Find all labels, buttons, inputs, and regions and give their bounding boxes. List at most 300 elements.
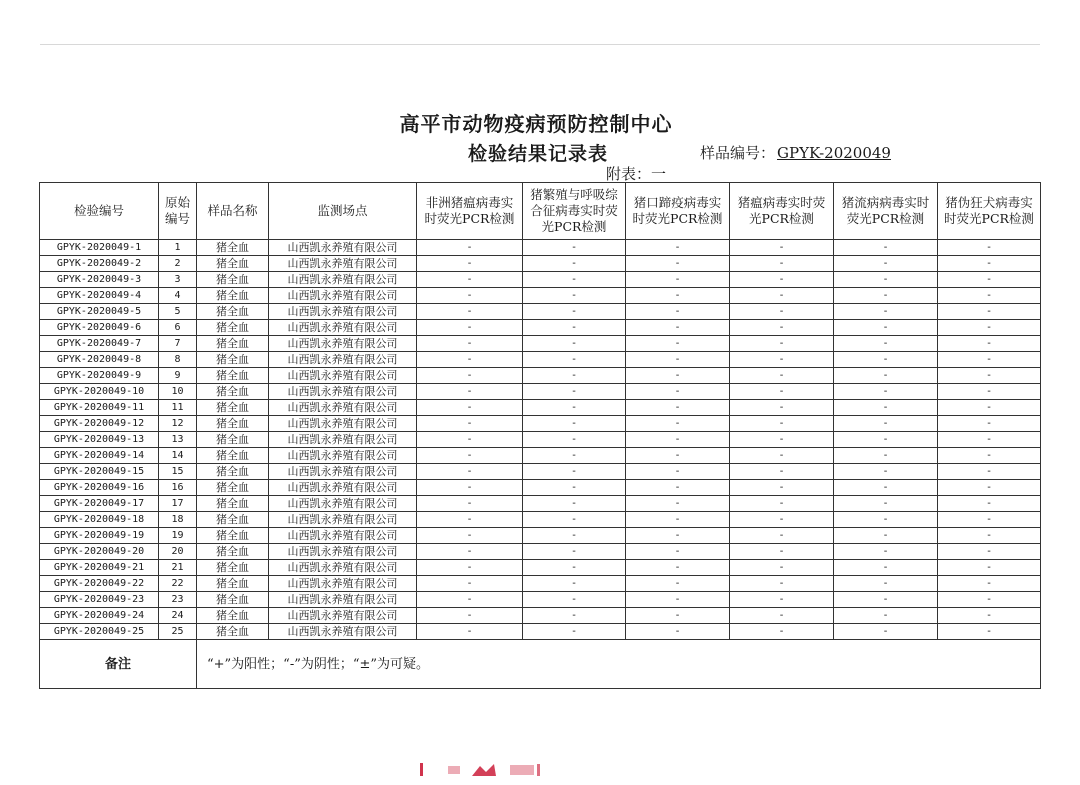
appendix-value: 一	[651, 165, 667, 183]
sample-name-cell: 猪全血	[197, 288, 269, 304]
site-cell: 山西凯永养殖有限公司	[269, 320, 417, 336]
site-cell: 山西凯永养殖有限公司	[269, 608, 417, 624]
table-row	[40, 544, 1041, 560]
flu-result-cell: -	[834, 240, 938, 256]
sample-id-cell: GPYK-2020049-22	[40, 576, 159, 592]
sample-name-cell: 猪全血	[197, 512, 269, 528]
csf-result-cell: -	[730, 352, 834, 368]
prv-result-cell: -	[938, 528, 1041, 544]
prv-result-cell: -	[938, 384, 1041, 400]
prrs-result-cell: -	[523, 304, 626, 320]
prv-result-cell: -	[938, 560, 1041, 576]
sample-id-cell: GPYK-2020049-11	[40, 400, 159, 416]
sample-id-cell: GPYK-2020049-23	[40, 592, 159, 608]
table-row	[40, 288, 1041, 304]
fmd-result-cell: -	[626, 480, 730, 496]
prv-result-cell: -	[938, 240, 1041, 256]
original-no-cell: 18	[159, 512, 197, 528]
fmd-result-cell: -	[626, 256, 730, 272]
original-no-cell: 10	[159, 384, 197, 400]
sample-id-cell: GPYK-2020049-2	[40, 256, 159, 272]
table-row	[40, 304, 1041, 320]
flu-result-cell: -	[834, 416, 938, 432]
original-no-cell: 20	[159, 544, 197, 560]
site-cell: 山西凯永养殖有限公司	[269, 448, 417, 464]
csf-result-cell: -	[730, 624, 834, 640]
prv-result-cell: -	[938, 624, 1041, 640]
flu-result-cell: -	[834, 432, 938, 448]
prrs-result-cell: -	[523, 512, 626, 528]
sample-name-cell: 猪全血	[197, 464, 269, 480]
table-row	[40, 368, 1041, 384]
csf-result-cell: -	[730, 560, 834, 576]
site-cell: 山西凯永养殖有限公司	[269, 560, 417, 576]
original-no-cell: 16	[159, 480, 197, 496]
flu-result-cell: -	[834, 464, 938, 480]
flu-result-cell: -	[834, 304, 938, 320]
prrs-result-cell: -	[523, 432, 626, 448]
table-row	[40, 320, 1041, 336]
original-no-cell: 15	[159, 464, 197, 480]
site-cell: 山西凯永养殖有限公司	[269, 416, 417, 432]
flu-result-cell: -	[834, 496, 938, 512]
site-cell: 山西凯永养殖有限公司	[269, 304, 417, 320]
column-header: 猪流病病毒实时荧光PCR检测	[834, 183, 938, 240]
prrs-result-cell: -	[523, 544, 626, 560]
sample-id-cell: GPYK-2020049-14	[40, 448, 159, 464]
fmd-result-cell: -	[626, 272, 730, 288]
sample-name-cell: 猪全血	[197, 448, 269, 464]
sample-id-cell: GPYK-2020049-13	[40, 432, 159, 448]
column-header: 猪繁殖与呼吸综合征病毒实时荧光PCR检测	[523, 183, 626, 240]
fmd-result-cell: -	[626, 592, 730, 608]
fmd-result-cell: -	[626, 496, 730, 512]
asf-result-cell: -	[417, 256, 523, 272]
original-no-cell: 24	[159, 608, 197, 624]
remarks-label: 备注	[40, 640, 197, 689]
original-no-cell: 13	[159, 432, 197, 448]
sample-id-cell: GPYK-2020049-25	[40, 624, 159, 640]
flu-result-cell: -	[834, 608, 938, 624]
prrs-result-cell: -	[523, 496, 626, 512]
column-header: 检验编号	[40, 183, 159, 240]
flu-result-cell: -	[834, 288, 938, 304]
prv-result-cell: -	[938, 304, 1041, 320]
csf-result-cell: -	[730, 448, 834, 464]
sample-name-cell: 猪全血	[197, 416, 269, 432]
csf-result-cell: -	[730, 416, 834, 432]
table-row	[40, 560, 1041, 576]
site-cell: 山西凯永养殖有限公司	[269, 288, 417, 304]
sample-id-cell: GPYK-2020049-3	[40, 272, 159, 288]
site-cell: 山西凯永养殖有限公司	[269, 336, 417, 352]
sample-name-cell: 猪全血	[197, 336, 269, 352]
csf-result-cell: -	[730, 400, 834, 416]
csf-result-cell: -	[730, 480, 834, 496]
site-cell: 山西凯永养殖有限公司	[269, 272, 417, 288]
flu-result-cell: -	[834, 320, 938, 336]
sample-name-cell: 猪全血	[197, 592, 269, 608]
original-no-cell: 7	[159, 336, 197, 352]
site-cell: 山西凯永养殖有限公司	[269, 256, 417, 272]
csf-result-cell: -	[730, 608, 834, 624]
sample-name-cell: 猪全血	[197, 608, 269, 624]
csf-result-cell: -	[730, 256, 834, 272]
asf-result-cell: -	[417, 336, 523, 352]
original-no-cell: 1	[159, 240, 197, 256]
column-header: 样品名称	[197, 183, 269, 240]
flu-result-cell: -	[834, 272, 938, 288]
prv-result-cell: -	[938, 544, 1041, 560]
sample-number-label: 样品编号：	[700, 144, 776, 162]
prrs-result-cell: -	[523, 256, 626, 272]
site-cell: 山西凯永养殖有限公司	[269, 624, 417, 640]
sample-id-cell: GPYK-2020049-6	[40, 320, 159, 336]
table-row	[40, 576, 1041, 592]
site-cell: 山西凯永养殖有限公司	[269, 464, 417, 480]
csf-result-cell: -	[730, 464, 834, 480]
column-header: 监测场点	[269, 183, 417, 240]
prv-result-cell: -	[938, 480, 1041, 496]
table-row	[40, 608, 1041, 624]
appendix-label-text: 附表：	[606, 165, 652, 183]
site-cell: 山西凯永养殖有限公司	[269, 384, 417, 400]
prv-result-cell: -	[938, 512, 1041, 528]
site-cell: 山西凯永养殖有限公司	[269, 544, 417, 560]
flu-result-cell: -	[834, 528, 938, 544]
prv-result-cell: -	[938, 352, 1041, 368]
column-header: 非洲猪瘟病毒实时荧光PCR检测	[417, 183, 523, 240]
fmd-result-cell: -	[626, 512, 730, 528]
table-row	[40, 400, 1041, 416]
sample-id-cell: GPYK-2020049-17	[40, 496, 159, 512]
asf-result-cell: -	[417, 592, 523, 608]
sample-id-cell: GPYK-2020049-24	[40, 608, 159, 624]
sample-id-cell: GPYK-2020049-12	[40, 416, 159, 432]
sample-id-cell: GPYK-2020049-9	[40, 368, 159, 384]
original-no-cell: 2	[159, 256, 197, 272]
asf-result-cell: -	[417, 352, 523, 368]
sample-name-cell: 猪全血	[197, 272, 269, 288]
prrs-result-cell: -	[523, 240, 626, 256]
sample-name-cell: 猪全血	[197, 496, 269, 512]
sample-id-cell: GPYK-2020049-18	[40, 512, 159, 528]
table-row	[40, 512, 1041, 528]
asf-result-cell: -	[417, 560, 523, 576]
sample-name-cell: 猪全血	[197, 624, 269, 640]
prrs-result-cell: -	[523, 416, 626, 432]
fmd-result-cell: -	[626, 544, 730, 560]
csf-result-cell: -	[730, 496, 834, 512]
prv-result-cell: -	[938, 336, 1041, 352]
table-row	[40, 528, 1041, 544]
asf-result-cell: -	[417, 480, 523, 496]
original-no-cell: 17	[159, 496, 197, 512]
sample-id-cell: GPYK-2020049-7	[40, 336, 159, 352]
site-cell: 山西凯永养殖有限公司	[269, 496, 417, 512]
flu-result-cell: -	[834, 336, 938, 352]
fmd-result-cell: -	[626, 416, 730, 432]
prrs-result-cell: -	[523, 592, 626, 608]
table-row	[40, 384, 1041, 400]
fmd-result-cell: -	[626, 624, 730, 640]
table-row	[40, 448, 1041, 464]
fmd-result-cell: -	[626, 432, 730, 448]
fmd-result-cell: -	[626, 352, 730, 368]
sample-id-cell: GPYK-2020049-8	[40, 352, 159, 368]
asf-result-cell: -	[417, 432, 523, 448]
sample-name-cell: 猪全血	[197, 320, 269, 336]
results-table	[39, 182, 1041, 689]
original-no-cell: 9	[159, 368, 197, 384]
column-header: 猪伪狂犬病毒实时荧光PCR检测	[938, 183, 1041, 240]
csf-result-cell: -	[730, 528, 834, 544]
flu-result-cell: -	[834, 576, 938, 592]
asf-result-cell: -	[417, 448, 523, 464]
original-no-cell: 22	[159, 576, 197, 592]
sample-name-cell: 猪全血	[197, 240, 269, 256]
page-subtitle: 检验结果记录表	[468, 143, 609, 165]
asf-result-cell: -	[417, 576, 523, 592]
prv-result-cell: -	[938, 464, 1041, 480]
original-no-cell: 23	[159, 592, 197, 608]
column-header: 猪瘟病毒实时荧光PCR检测	[730, 183, 834, 240]
prrs-result-cell: -	[523, 608, 626, 624]
asf-result-cell: -	[417, 624, 523, 640]
prrs-result-cell: -	[523, 368, 626, 384]
table-row	[40, 256, 1041, 272]
sample-name-cell: 猪全血	[197, 400, 269, 416]
csf-result-cell: -	[730, 272, 834, 288]
table-row	[40, 480, 1041, 496]
asf-result-cell: -	[417, 288, 523, 304]
sample-name-cell: 猪全血	[197, 480, 269, 496]
fmd-result-cell: -	[626, 464, 730, 480]
original-no-cell: 8	[159, 352, 197, 368]
table-row	[40, 336, 1041, 352]
fmd-result-cell: -	[626, 560, 730, 576]
asf-result-cell: -	[417, 464, 523, 480]
flu-result-cell: -	[834, 480, 938, 496]
red-stamp-mark	[420, 760, 560, 778]
sample-number	[700, 142, 891, 163]
csf-result-cell: -	[730, 368, 834, 384]
csf-result-cell: -	[730, 512, 834, 528]
asf-result-cell: -	[417, 272, 523, 288]
sample-number-value: GPYK-2020049	[777, 144, 891, 162]
csf-result-cell: -	[730, 304, 834, 320]
original-no-cell: 4	[159, 288, 197, 304]
original-no-cell: 3	[159, 272, 197, 288]
table-row	[40, 592, 1041, 608]
csf-result-cell: -	[730, 592, 834, 608]
prv-result-cell: -	[938, 272, 1041, 288]
sample-name-cell: 猪全血	[197, 544, 269, 560]
prrs-result-cell: -	[523, 400, 626, 416]
appendix-label	[606, 163, 666, 184]
original-no-cell: 11	[159, 400, 197, 416]
asf-result-cell: -	[417, 608, 523, 624]
flu-result-cell: -	[834, 544, 938, 560]
sample-id-cell: GPYK-2020049-4	[40, 288, 159, 304]
site-cell: 山西凯永养殖有限公司	[269, 576, 417, 592]
original-no-cell: 19	[159, 528, 197, 544]
prrs-result-cell: -	[523, 448, 626, 464]
column-header: 原始编号	[159, 183, 197, 240]
table-row	[40, 624, 1041, 640]
csf-result-cell: -	[730, 336, 834, 352]
prrs-result-cell: -	[523, 272, 626, 288]
site-cell: 山西凯永养殖有限公司	[269, 240, 417, 256]
fmd-result-cell: -	[626, 448, 730, 464]
fmd-result-cell: -	[626, 304, 730, 320]
prv-result-cell: -	[938, 416, 1041, 432]
fmd-result-cell: -	[626, 240, 730, 256]
fmd-result-cell: -	[626, 288, 730, 304]
prrs-result-cell: -	[523, 624, 626, 640]
prrs-result-cell: -	[523, 528, 626, 544]
asf-result-cell: -	[417, 512, 523, 528]
prv-result-cell: -	[938, 576, 1041, 592]
original-no-cell: 6	[159, 320, 197, 336]
original-no-cell: 12	[159, 416, 197, 432]
csf-result-cell: -	[730, 240, 834, 256]
prrs-result-cell: -	[523, 288, 626, 304]
asf-result-cell: -	[417, 368, 523, 384]
table-row	[40, 432, 1041, 448]
prrs-result-cell: -	[523, 464, 626, 480]
prrs-result-cell: -	[523, 352, 626, 368]
site-cell: 山西凯永养殖有限公司	[269, 480, 417, 496]
flu-result-cell: -	[834, 352, 938, 368]
asf-result-cell: -	[417, 240, 523, 256]
csf-result-cell: -	[730, 544, 834, 560]
prrs-result-cell: -	[523, 560, 626, 576]
column-header: 猪口蹄疫病毒实时荧光PCR检测	[626, 183, 730, 240]
site-cell: 山西凯永养殖有限公司	[269, 352, 417, 368]
prv-result-cell: -	[938, 288, 1041, 304]
flu-result-cell: -	[834, 256, 938, 272]
flu-result-cell: -	[834, 560, 938, 576]
original-no-cell: 14	[159, 448, 197, 464]
site-cell: 山西凯永养殖有限公司	[269, 512, 417, 528]
flu-result-cell: -	[834, 448, 938, 464]
sample-name-cell: 猪全血	[197, 368, 269, 384]
sample-id-cell: GPYK-2020049-21	[40, 560, 159, 576]
sample-id-cell: GPYK-2020049-5	[40, 304, 159, 320]
asf-result-cell: -	[417, 544, 523, 560]
csf-result-cell: -	[730, 432, 834, 448]
sample-id-cell: GPYK-2020049-10	[40, 384, 159, 400]
sample-name-cell: 猪全血	[197, 560, 269, 576]
prv-result-cell: -	[938, 448, 1041, 464]
flu-result-cell: -	[834, 624, 938, 640]
table-row	[40, 272, 1041, 288]
table-row	[40, 464, 1041, 480]
flu-result-cell: -	[834, 592, 938, 608]
csf-result-cell: -	[730, 384, 834, 400]
flu-result-cell: -	[834, 384, 938, 400]
page-title: 高平市动物疫病预防控制中心	[399, 112, 673, 136]
asf-result-cell: -	[417, 320, 523, 336]
prv-result-cell: -	[938, 400, 1041, 416]
flu-result-cell: -	[834, 400, 938, 416]
site-cell: 山西凯永养殖有限公司	[269, 400, 417, 416]
site-cell: 山西凯永养殖有限公司	[269, 432, 417, 448]
sample-name-cell: 猪全血	[197, 384, 269, 400]
prv-result-cell: -	[938, 608, 1041, 624]
sample-name-cell: 猪全血	[197, 304, 269, 320]
prrs-result-cell: -	[523, 480, 626, 496]
fmd-result-cell: -	[626, 528, 730, 544]
prrs-result-cell: -	[523, 384, 626, 400]
sample-name-cell: 猪全血	[197, 576, 269, 592]
sample-name-cell: 猪全血	[197, 528, 269, 544]
fmd-result-cell: -	[626, 320, 730, 336]
prv-result-cell: -	[938, 368, 1041, 384]
original-no-cell: 5	[159, 304, 197, 320]
sample-name-cell: 猪全血	[197, 352, 269, 368]
fmd-result-cell: -	[626, 400, 730, 416]
prv-result-cell: -	[938, 592, 1041, 608]
prv-result-cell: -	[938, 320, 1041, 336]
asf-result-cell: -	[417, 416, 523, 432]
csf-result-cell: -	[730, 288, 834, 304]
sample-id-cell: GPYK-2020049-16	[40, 480, 159, 496]
prrs-result-cell: -	[523, 576, 626, 592]
prv-result-cell: -	[938, 432, 1041, 448]
prv-result-cell: -	[938, 496, 1041, 512]
asf-result-cell: -	[417, 304, 523, 320]
sample-id-cell: GPYK-2020049-1	[40, 240, 159, 256]
fmd-result-cell: -	[626, 368, 730, 384]
remarks-text: “+”为阳性；“-”为阴性；“±”为可疑。	[197, 640, 1041, 689]
table-row	[40, 416, 1041, 432]
original-no-cell: 25	[159, 624, 197, 640]
sample-id-cell: GPYK-2020049-20	[40, 544, 159, 560]
page-top-rule	[40, 44, 1040, 45]
site-cell: 山西凯永养殖有限公司	[269, 592, 417, 608]
table-row	[40, 496, 1041, 512]
prrs-result-cell: -	[523, 320, 626, 336]
asf-result-cell: -	[417, 528, 523, 544]
sample-name-cell: 猪全血	[197, 256, 269, 272]
sample-id-cell: GPYK-2020049-15	[40, 464, 159, 480]
flu-result-cell: -	[834, 512, 938, 528]
table-row	[40, 352, 1041, 368]
prrs-result-cell: -	[523, 336, 626, 352]
table-header-row	[40, 183, 1041, 240]
fmd-result-cell: -	[626, 384, 730, 400]
fmd-result-cell: -	[626, 576, 730, 592]
site-cell: 山西凯永养殖有限公司	[269, 368, 417, 384]
csf-result-cell: -	[730, 576, 834, 592]
flu-result-cell: -	[834, 368, 938, 384]
sample-name-cell: 猪全血	[197, 432, 269, 448]
asf-result-cell: -	[417, 384, 523, 400]
fmd-result-cell: -	[626, 608, 730, 624]
site-cell: 山西凯永养殖有限公司	[269, 528, 417, 544]
remarks-row	[40, 640, 1041, 689]
csf-result-cell: -	[730, 320, 834, 336]
original-no-cell: 21	[159, 560, 197, 576]
prv-result-cell: -	[938, 256, 1041, 272]
asf-result-cell: -	[417, 496, 523, 512]
fmd-result-cell: -	[626, 336, 730, 352]
sample-id-cell: GPYK-2020049-19	[40, 528, 159, 544]
table-row	[40, 240, 1041, 256]
asf-result-cell: -	[417, 400, 523, 416]
